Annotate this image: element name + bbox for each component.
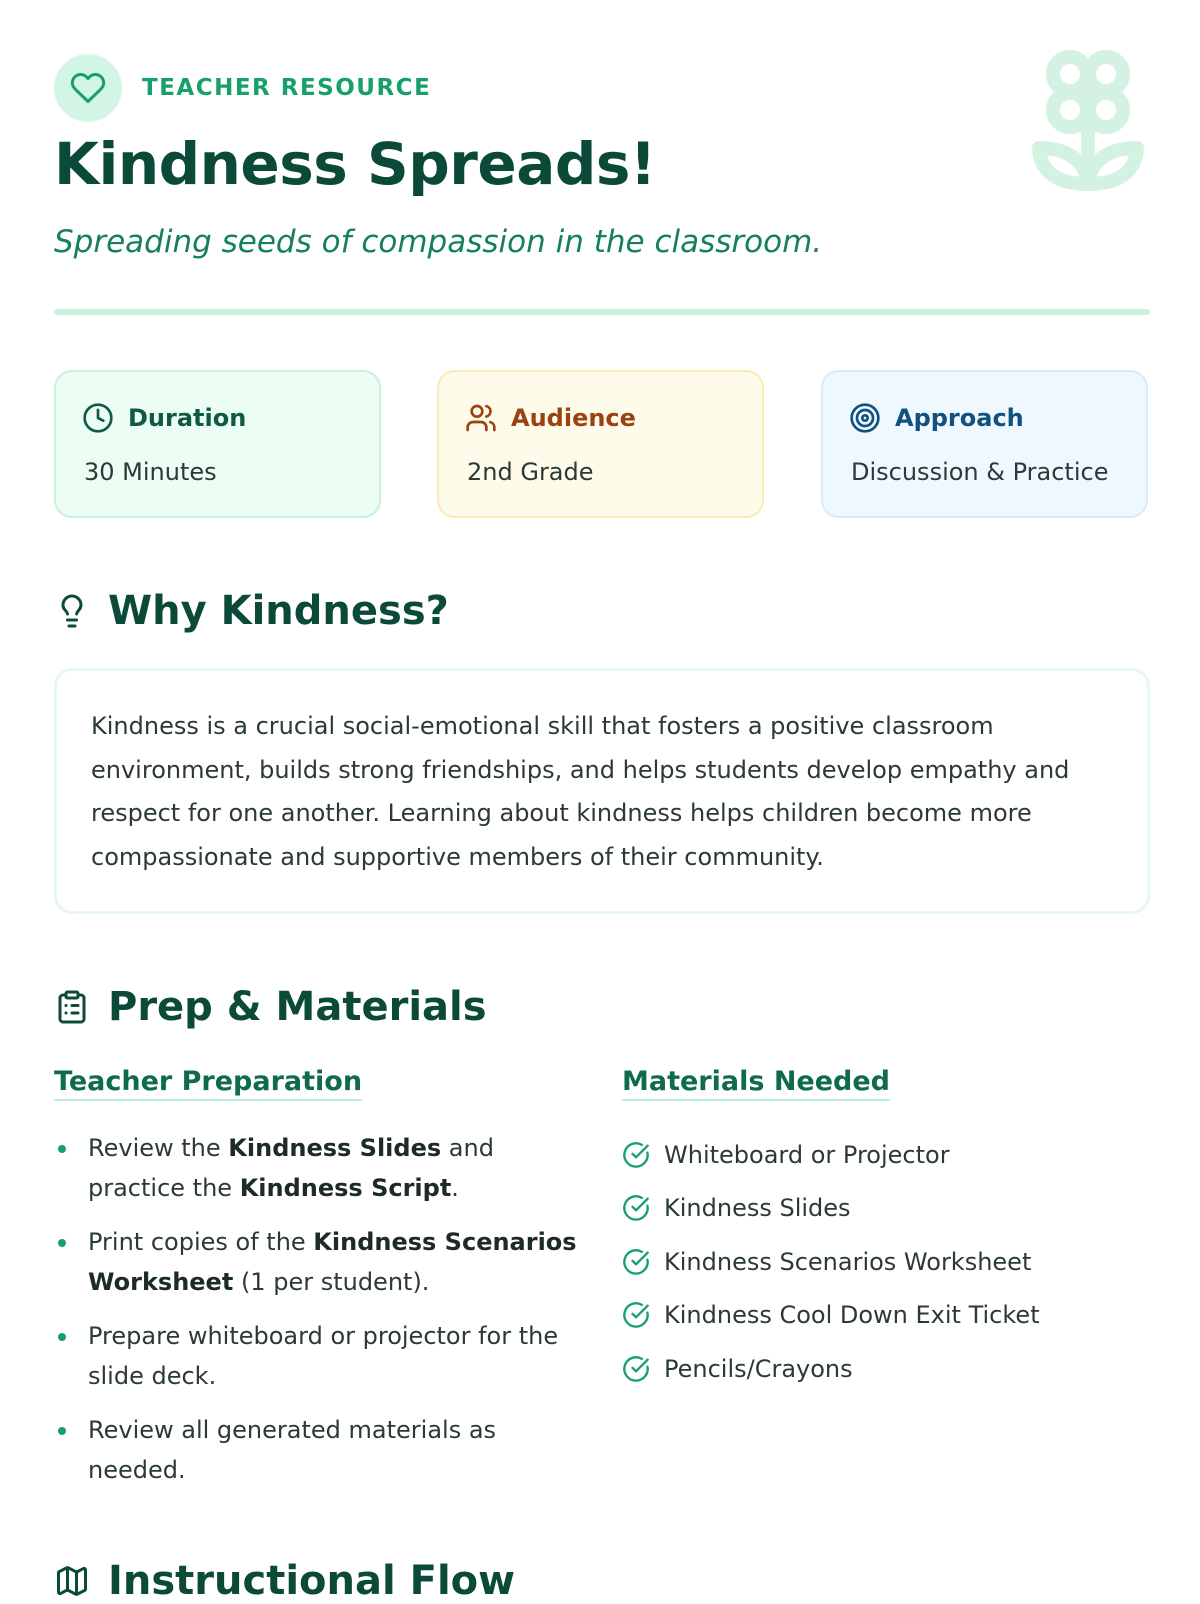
check-circle-icon [622, 1248, 650, 1276]
info-card-label: Duration [128, 404, 247, 432]
clipboard-icon [54, 987, 90, 1027]
page-title: Kindness Spreads! [54, 130, 656, 198]
info-card-value: 30 Minutes [84, 458, 217, 486]
eyebrow-text: TEACHER RESOURCE [142, 75, 432, 101]
header-divider [54, 309, 1150, 315]
map-icon [54, 1561, 90, 1601]
materials-list [622, 1128, 1040, 1396]
page-subtitle: Spreading seeds of compassion in the classroom. [54, 224, 823, 260]
check-circle-icon [622, 1301, 650, 1329]
section-prep [54, 984, 487, 1030]
why-card [54, 668, 1150, 914]
info-card-audience [437, 370, 764, 518]
info-card-value: 2nd Grade [467, 458, 594, 486]
list-item: Kindness Cool Down Exit Ticket [622, 1289, 1040, 1343]
list-item: Pencils/Crayons [622, 1342, 1040, 1396]
teacher-prep-list [54, 1128, 594, 1504]
check-circle-icon [622, 1355, 650, 1383]
info-card-label: Approach [895, 404, 1024, 432]
heart-icon-badge [54, 54, 122, 122]
heart-icon [70, 70, 106, 106]
section-why [54, 588, 449, 634]
check-circle-icon [622, 1194, 650, 1222]
list-item: Whiteboard or Projector [622, 1128, 1040, 1182]
section-heading: Prep & Materials [108, 984, 487, 1030]
section-heading: Why Kindness? [108, 588, 449, 634]
clock-icon [82, 402, 114, 434]
section-heading: Instructional Flow [108, 1558, 516, 1604]
info-card-approach [821, 370, 1148, 518]
users-icon [465, 402, 497, 434]
info-card-label: Audience [511, 404, 636, 432]
list-item: Kindness Scenarios Worksheet [622, 1235, 1040, 1289]
check-circle-icon [622, 1141, 650, 1169]
why-body: Kindness is a crucial social-emotional skill that fosters a positive classroom environment, builds strong friendships, and helps students develop empathy and respect for one another. Learning about kindness helps children become more compassionate and supportive members of their community. [91, 712, 1070, 871]
info-card-value: Discussion & Practice [851, 458, 1109, 486]
info-card-duration [54, 370, 381, 518]
flower-icon [1030, 44, 1146, 194]
section-flow [54, 1558, 515, 1604]
list-item: Print copies of the Kindness Scenarios Worksheet (1 per student). [54, 1222, 594, 1302]
materials-heading: Materials Needed [622, 1066, 890, 1101]
list-item: Review all generated materials as needed. [54, 1410, 594, 1490]
eyebrow [54, 54, 431, 122]
target-icon [849, 402, 881, 434]
lightbulb-icon [54, 591, 90, 631]
page [54, 0, 1150, 1604]
list-item: Review the Kindness Slides and practice the Kindness Script. [54, 1128, 594, 1208]
teacher-prep-heading: Teacher Preparation [54, 1066, 362, 1101]
list-item: Kindness Slides [622, 1182, 1040, 1236]
list-item: Prepare whiteboard or projector for the slide deck. [54, 1316, 594, 1396]
